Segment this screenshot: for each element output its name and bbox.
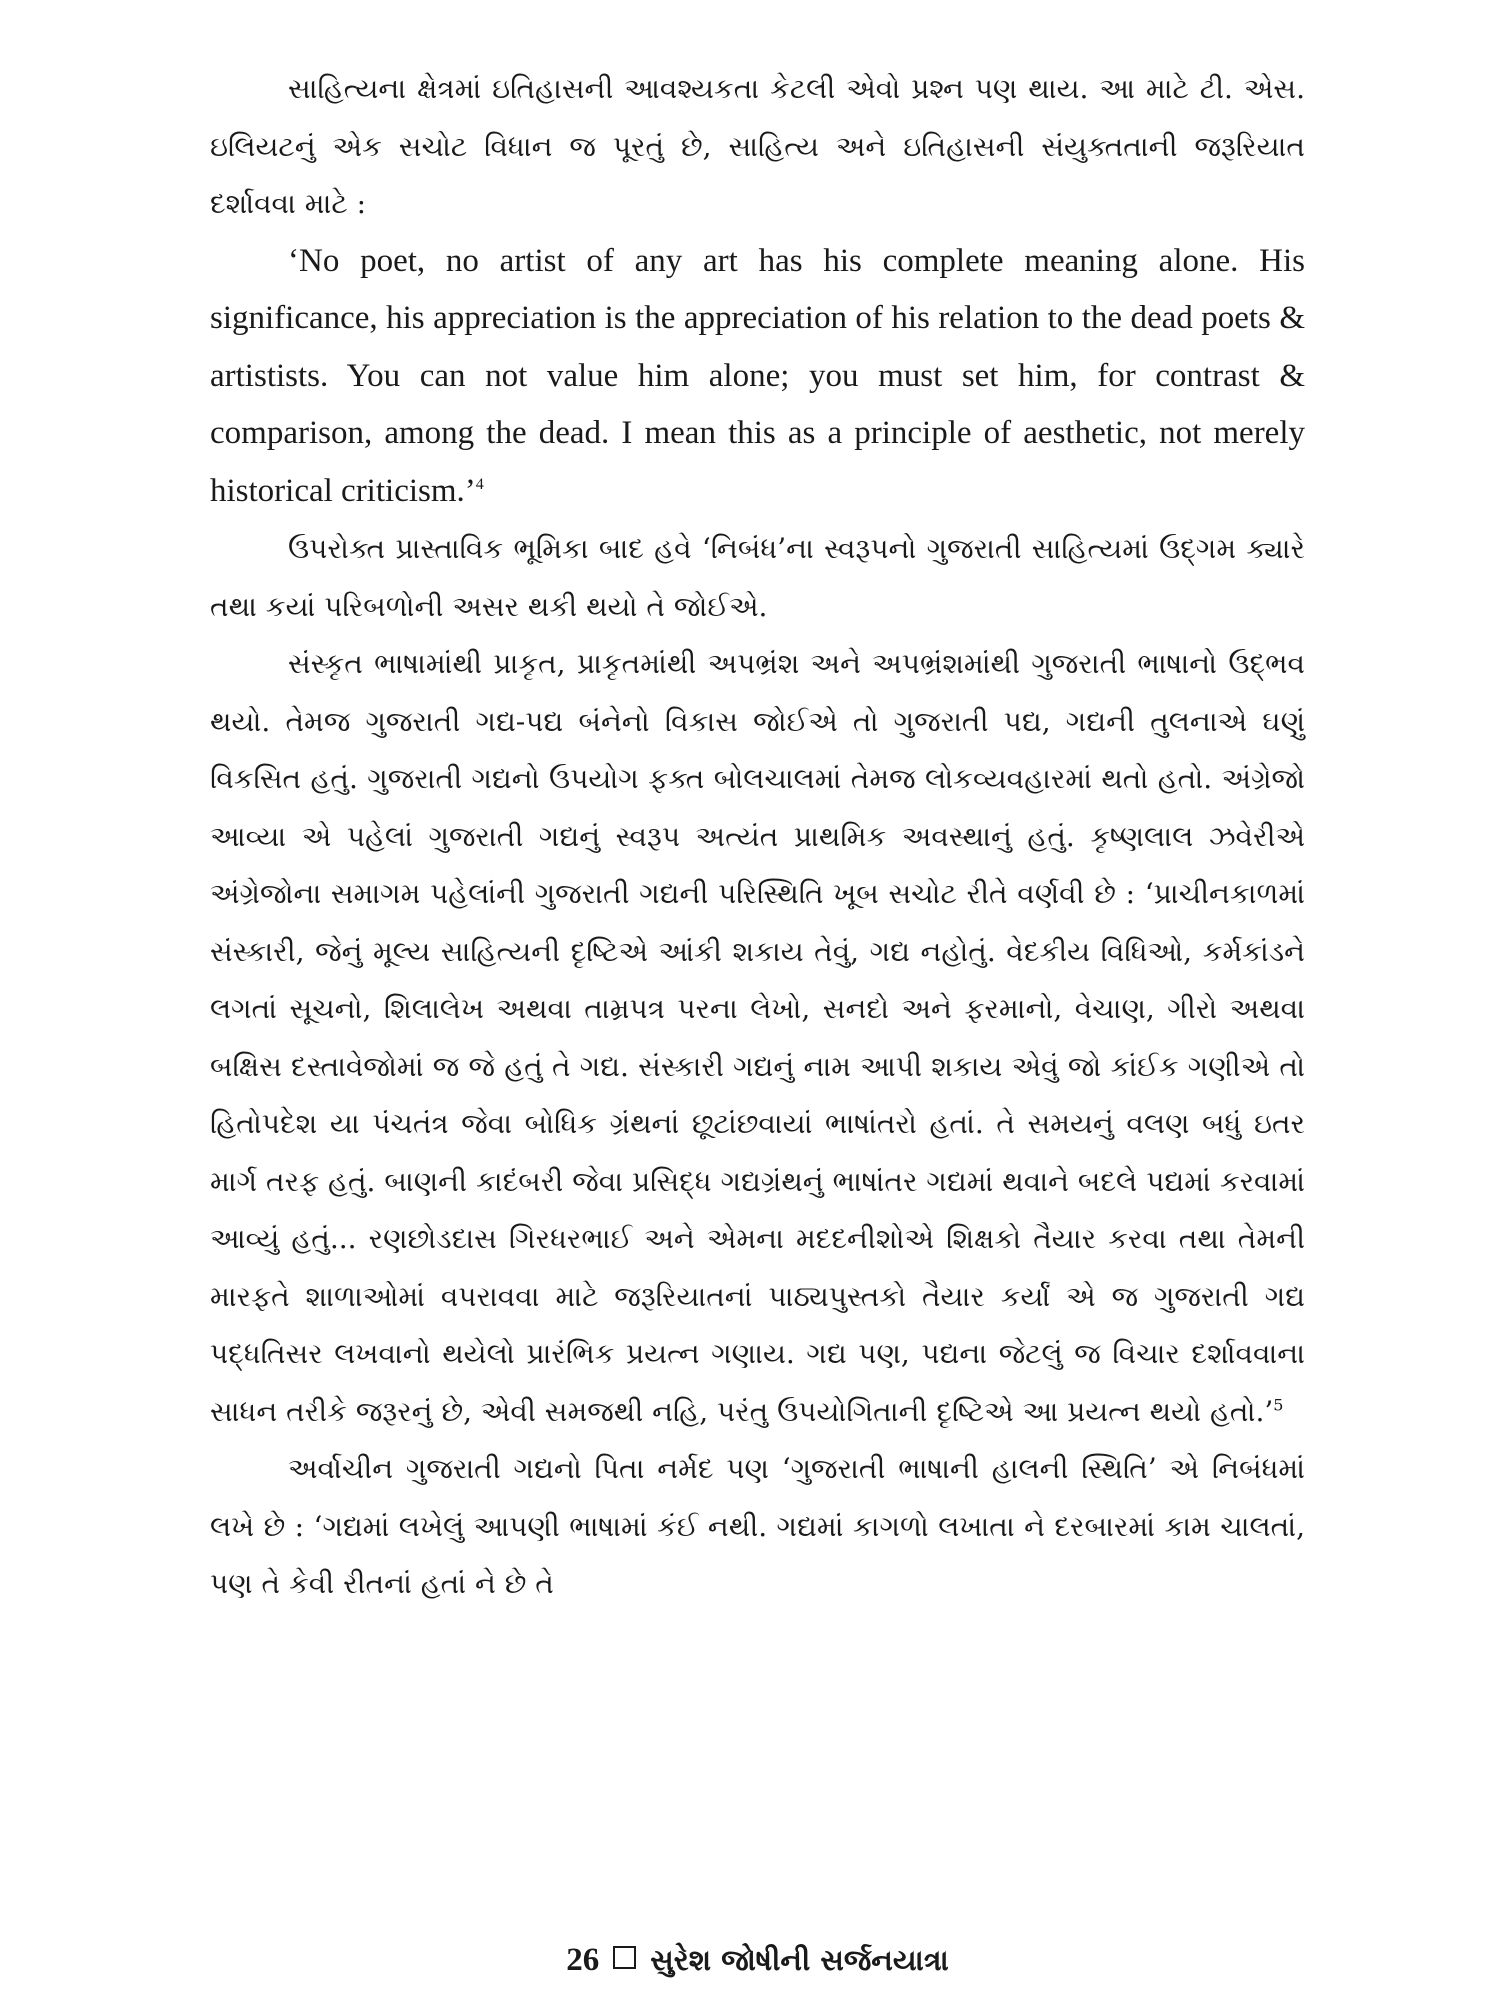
square-separator-icon xyxy=(613,1946,636,1969)
footnote-marker: 5 xyxy=(1273,1395,1284,1415)
page-footer xyxy=(210,1942,1305,1979)
paragraph-text: સાહિત્યના ક્ષેત્રમાં ઇતિહાસની આવશ્યકતા કેટલી એવો પ્રશ્ન પણ થાય. આ માટે ટી. એસ. ઇલિયટનું એક સચોટ વિધાન જ પૂરતું છે, સાહિત્ય અને ઇતિહાસની સંયુક્તતાની જરૂરિયાત દર્શાવવા માટે : xyxy=(210,72,1305,220)
paragraph-text: સંસ્કૃત ભાષામાંથી પ્રાકૃત, પ્રાકૃતમાંથી અપભ્રંશ અને અપભ્રંશમાંથી ગુજરાતી ભાષાનો ઉદ્ભવ થયો. તેમજ ગુજરાતી ગદ્ય-પદ્ય બંનેનો વિકાસ જોઈએ તો ગુજરાતી પદ્ય, ગદ્યની તુલનાએ ઘણું વિકસિત હતું. ગુજરાતી ગદ્યનો ઉપયોગ ફક્ત બોલચાલમાં તેમજ લોકવ્યવહારમાં થતો હતો. અંગ્રેજો આવ્યા એ પહેલાં ગુજરાતી ગદ્યનું સ્વરૂપ અત્યંત પ્રાથમિક અવસ્થાનું હતું. કૃષ્ણલાલ ઝવેરીએ અંગ્રેજોના સમાગમ પહેલાંની ગુજરાતી ગદ્યની પરિસ્થિતિ ખૂબ સચોટ રીતે વર્ણવી છે : ‘પ્રાચીનકાળમાં સંસ્કારી, જેનું મૂલ્ય સાહિત્યની દૃષ્ટિએ આંકી શકાય તેવું, ગદ્ય નહોતું. વેદકીય વિધિઓ, કર્મકાંડને લગતાં સૂચનો, શિલાલેખ અથવા તામ્રપત્ર પરના લેખો, સનદો અને ફરમાનો, વેચાણ, ગીરો અથવા બક્ષિસ દસ્તાવેજોમાં જ જે હતું તે ગદ્ય. સંસ્કારી ગદ્યનું નામ આપી શકાય એવું જો કાંઈક ગણીએ તો હિતોપદેશ યા પંચતંત્ર જેવા બોધિક ગ્રંથનાં છૂટાંછવાયાં ભાષાંતરો હતાં. તે સમયનું વલણ બધું ઇતર માર્ગ તરફ હતું. બાણની કાદંબરી જેવા પ્રસિદ્ધ ગદ્યગ્રંથનું ભાષાંતર ગદ્યમાં થવાને બદલે પદ્યમાં કરવામાં આવ્યું હતું... રણછોડદાસ ગિરધરભાઈ અને એમના મદદનીશોએ શિક્ષકો તૈયાર કરવા તથા તેમની મારફતે શાળાઓમાં વપરાવવા માટે જરૂરિયાતનાં પાઠ્યપુસ્તકો તૈયાર કર્યાં એ જ ગુજરાતી ગદ્ય પદ્ધતિસર લખવાનો થયેલો પ્રારંભિક પ્રયત્ન ગણાય. ગદ્ય પણ, પદ્યના જેટલું જ વિચાર દર્શાવવાના સાધન તરીકે જરૂરનું છે, એવી સમજથી નહિ, પરંતુ ઉપયોગિતાની દૃષ્ટિએ આ પ્રયત્ન થયો હતો.’ xyxy=(210,647,1305,1428)
paragraph-text: અર્વાચીન ગુજરાતી ગદ્યનો પિતા નર્મદ પણ ‘ગુજરાતી ભાષાની હાલની સ્થિતિ’ એ નિબંધમાં લખે છે : ‘ગદ્યમાં લખેલું આપણી ભાષામાં કંઈ નથી. ગદ્યમાં કાગળો લખાતા ને દરબારમાં કામ ચાલતાં, પણ તે કેવી રીતનાં હતાં ને છે તે xyxy=(210,1452,1305,1600)
page-number: 26 xyxy=(566,1942,600,1978)
paragraph-narmad xyxy=(210,1440,1305,1613)
paragraph-text: ‘No poet, no artist of any art has his complete meaning alone. His significance, his appreciation is the appreciation of his relation to the dead poets & artistists. You can not value him alone; you must set him, for contrast & comparison, among the dead. I mean this as a principle of aesthetic, not merely historical criticism.’ xyxy=(210,242,1305,509)
paragraph-intro xyxy=(210,60,1305,233)
book-page xyxy=(210,60,1305,1978)
footnote-marker: 4 xyxy=(475,475,484,493)
paragraph-text: ઉપરોક્ત પ્રાસ્તાવિક ભૂમિકા બાદ હવે ‘નિબંધ’ના સ્વરૂપનો ગુજરાતી સાહિત્યમાં ઉદ્ગમ ક્યારે તથા કયાં પરિબળોની અસર થકી થયો તે જોઈએ. xyxy=(210,532,1305,623)
paragraph-nibandh-origin xyxy=(210,520,1305,635)
book-title: સુરેશ જોષીની સર્જનયાત્રા xyxy=(650,1943,949,1977)
paragraph-gujarati-prose-history xyxy=(210,635,1305,1440)
paragraph-eliot-quote xyxy=(210,233,1305,521)
